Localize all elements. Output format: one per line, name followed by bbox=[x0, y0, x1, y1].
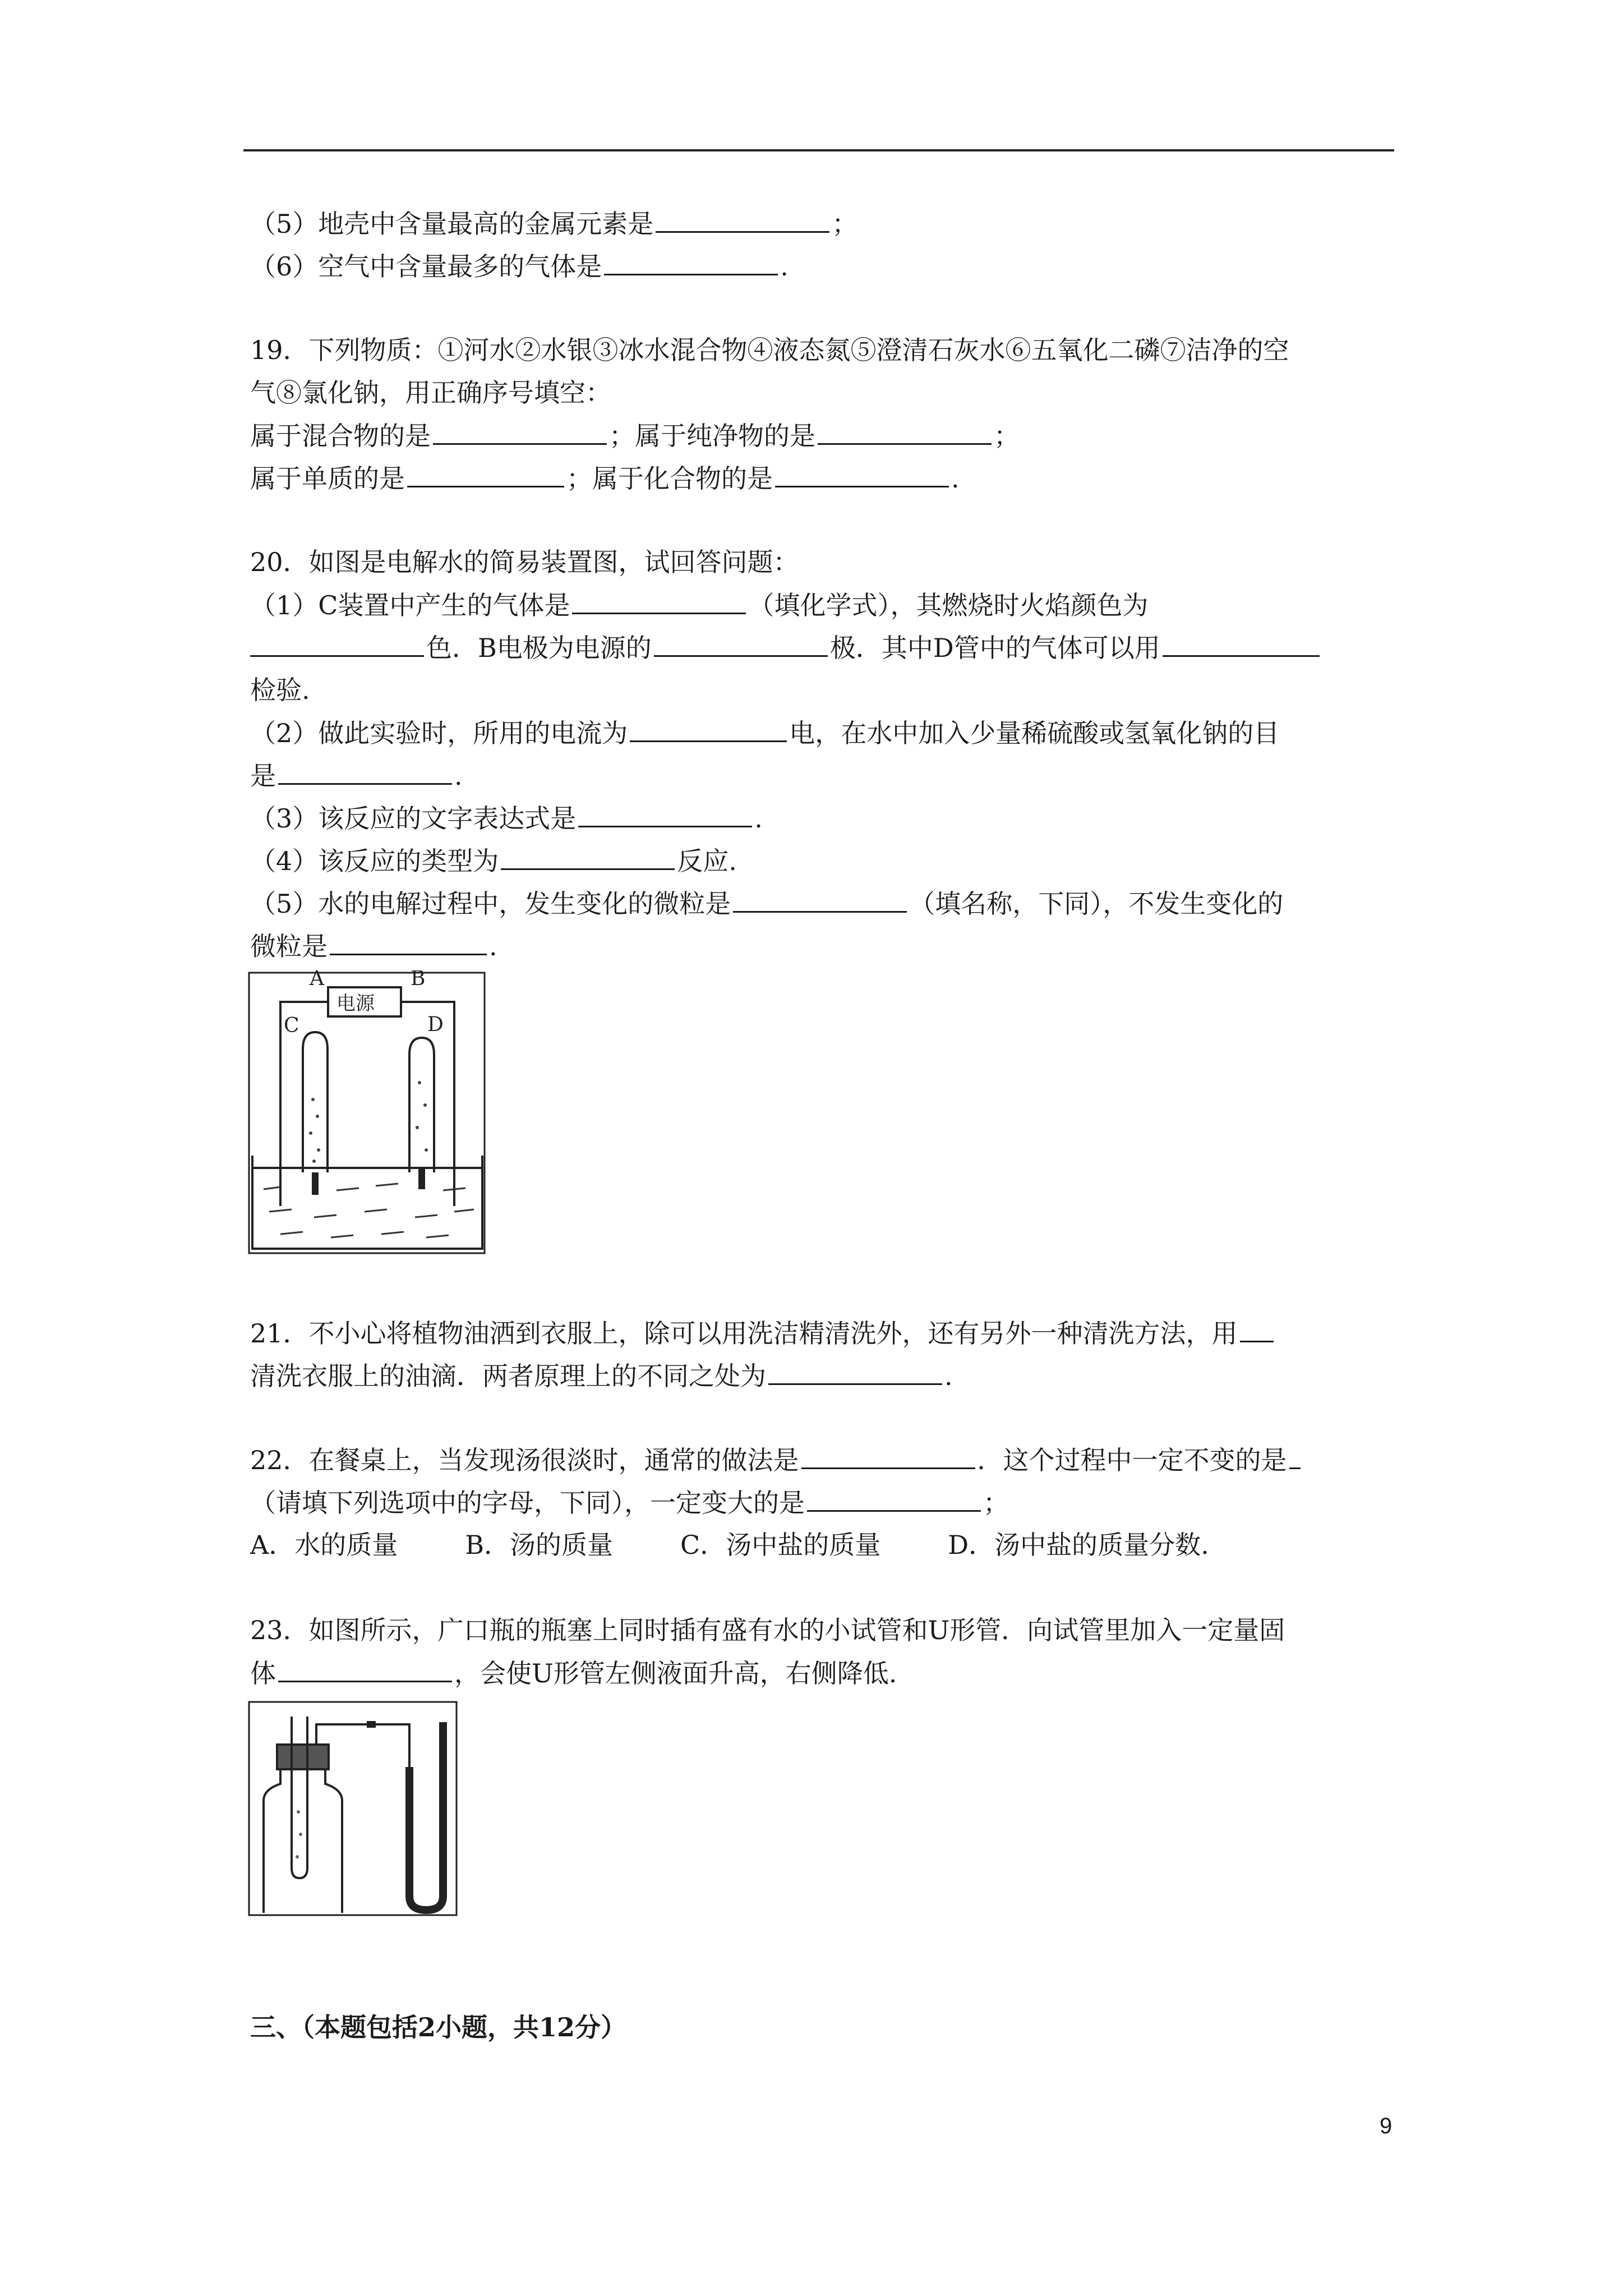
label-a: A bbox=[310, 970, 324, 990]
q20-5-text: （5）水的电解过程中，发生变化的微粒是 bbox=[250, 889, 731, 919]
electrolysis-apparatus-figure bbox=[247, 970, 488, 1257]
q20-line-2 bbox=[250, 588, 1148, 622]
q22-option-a[interactable]: A．水的质量 bbox=[250, 1530, 398, 1560]
q22-option-b[interactable]: B．汤的质量 bbox=[465, 1530, 614, 1560]
answer-blank[interactable] bbox=[630, 716, 787, 742]
q20-line-10 bbox=[250, 929, 497, 963]
q20-1-text-c: 色．B电极为电源的 bbox=[426, 633, 652, 663]
label-b: B bbox=[411, 970, 426, 990]
answer-blank[interactable] bbox=[733, 886, 907, 913]
q20-5-text-b: （填名称，下同），不发生变化的 bbox=[909, 889, 1284, 919]
answer-blank[interactable] bbox=[1289, 1443, 1301, 1469]
q19-pure-label: ；属于纯净物的是 bbox=[609, 421, 815, 451]
power-supply-label: 电源 bbox=[336, 992, 375, 1015]
q22-options bbox=[250, 1528, 1276, 1562]
q18-6-punct: . bbox=[780, 251, 789, 282]
answer-blank[interactable] bbox=[433, 418, 607, 445]
answer-blank[interactable] bbox=[807, 1485, 981, 1512]
q18-6-text: （6）空气中含量最多的气体是 bbox=[250, 251, 602, 282]
q22-line-1 bbox=[250, 1443, 1303, 1477]
label-d: D bbox=[427, 1013, 444, 1036]
q19-mixture-label: 属于混合物的是 bbox=[250, 421, 431, 451]
answer-blank[interactable] bbox=[278, 758, 452, 785]
q19-line-3 bbox=[250, 418, 1020, 453]
page-number: 9 bbox=[1380, 2114, 1393, 2138]
q20-1-text-b: （填化学式），其燃烧时火焰颜色为 bbox=[748, 590, 1149, 620]
q23-line-2 bbox=[250, 1656, 897, 1690]
q18-5-text: （5）地壳中含量最高的金属元素是 bbox=[250, 209, 654, 239]
q23-text: 体 bbox=[250, 1658, 276, 1688]
q20-4-text-b: 反应. bbox=[677, 846, 737, 876]
q23-line-1: 23．如图所示，广口瓶的瓶塞上同时插有盛有水的小试管和U形管．向试管里加入一定量固 bbox=[250, 1615, 1285, 1645]
answer-blank[interactable] bbox=[801, 1443, 975, 1469]
q20-line-6 bbox=[250, 758, 463, 793]
q21-line-1 bbox=[250, 1316, 1276, 1350]
answer-blank[interactable] bbox=[818, 418, 992, 445]
answer-blank[interactable] bbox=[278, 1656, 452, 1682]
answer-blank[interactable] bbox=[572, 588, 746, 614]
q22-option-c[interactable]: C．汤中盐的质量 bbox=[680, 1530, 881, 1560]
q19-line-1: 19．下列物质：①河水②水银③冰水混合物④液态氮⑤澄清石灰水⑥五氧化二磷⑦洁净的空 bbox=[250, 335, 1289, 365]
label-c: C bbox=[284, 1014, 299, 1037]
q20-2-text-c: 是 bbox=[250, 761, 276, 791]
q20-line-9 bbox=[250, 886, 1283, 921]
q18-line-5 bbox=[250, 206, 857, 241]
q20-punct: . bbox=[454, 761, 463, 791]
section-3-header: 三、（本题包括2小题，共12分） bbox=[250, 2012, 627, 2042]
answer-blank[interactable] bbox=[768, 1359, 942, 1385]
answer-blank[interactable] bbox=[1163, 631, 1320, 657]
q20-line-7 bbox=[250, 801, 763, 835]
answer-blank[interactable] bbox=[250, 631, 424, 657]
q19-punct: . bbox=[951, 463, 960, 494]
answer-blank[interactable] bbox=[604, 249, 778, 275]
q22-punct: ； bbox=[983, 1488, 1009, 1518]
answer-blank[interactable] bbox=[330, 929, 487, 955]
q20-4-text: （4）该反应的类型为 bbox=[250, 846, 499, 876]
q22-line-2 bbox=[250, 1485, 1009, 1520]
q22-text-c: （请填下列选项中的字母，下同），一定变大的是 bbox=[250, 1488, 805, 1518]
q20-1-text: （1）C装置中产生的气体是 bbox=[250, 590, 570, 620]
q19-punct: ； bbox=[994, 421, 1020, 451]
q22-text-b: ．这个过程中一定不变的是 bbox=[977, 1445, 1287, 1475]
q18-line-6 bbox=[250, 249, 789, 283]
q20-line-5 bbox=[250, 716, 1279, 750]
q20-3-text: （3）该反应的文字表达式是 bbox=[250, 803, 577, 834]
q21-text: 21．不小心将植物油洒到衣服上，除可以用洗洁精清洗外，还有另外一种清洗方法，用 bbox=[250, 1318, 1238, 1349]
answer-blank[interactable] bbox=[656, 206, 829, 233]
q23-text-b: ，会使U形管左侧液面升高，右侧降低. bbox=[454, 1658, 897, 1688]
q20-line-1: 20．如图是电解水的简易装置图，试回答问题： bbox=[250, 547, 799, 577]
answer-blank[interactable] bbox=[578, 801, 752, 827]
answer-blank[interactable] bbox=[407, 461, 564, 487]
q21-line-2 bbox=[250, 1359, 953, 1393]
q21-text-b: 清洗衣服上的油滴．两者原理上的不同之处为 bbox=[250, 1361, 766, 1391]
q20-5-text-c: 微粒是 bbox=[250, 931, 328, 961]
answer-blank[interactable] bbox=[775, 461, 949, 487]
q18-5-punct: ； bbox=[832, 209, 858, 239]
q19-compound-label: ；属于化合物的是 bbox=[566, 463, 773, 494]
q20-2-text-b: 电，在水中加入少量稀硫酸或氢氧化钠的目 bbox=[789, 718, 1280, 748]
answer-blank[interactable] bbox=[1240, 1316, 1274, 1342]
bottle-u-tube-figure bbox=[247, 1700, 460, 1918]
q21-punct: . bbox=[944, 1361, 953, 1391]
header-rule bbox=[243, 149, 1394, 151]
q20-line-8 bbox=[250, 844, 737, 878]
q19-line-2: 气⑧氯化钠，用正确序号填空： bbox=[250, 378, 611, 408]
q20-line-4: 检验. bbox=[250, 675, 310, 705]
answer-blank[interactable] bbox=[501, 844, 675, 870]
q20-punct: . bbox=[754, 803, 763, 834]
q20-punct: . bbox=[489, 931, 497, 961]
q22-text: 22．在餐桌上，当发现汤很淡时，通常的做法是 bbox=[250, 1445, 799, 1475]
q20-line-3 bbox=[250, 631, 1322, 665]
q19-line-4 bbox=[250, 461, 960, 495]
q20-1-text-d: 极．其中D管中的气体可以用 bbox=[829, 633, 1160, 663]
q22-option-d[interactable]: D．汤中盐的质量分数. bbox=[948, 1530, 1209, 1560]
answer-blank[interactable] bbox=[654, 631, 828, 657]
q20-2-text: （2）做此实验时，所用的电流为 bbox=[250, 718, 628, 748]
q19-element-label: 属于单质的是 bbox=[250, 463, 405, 494]
